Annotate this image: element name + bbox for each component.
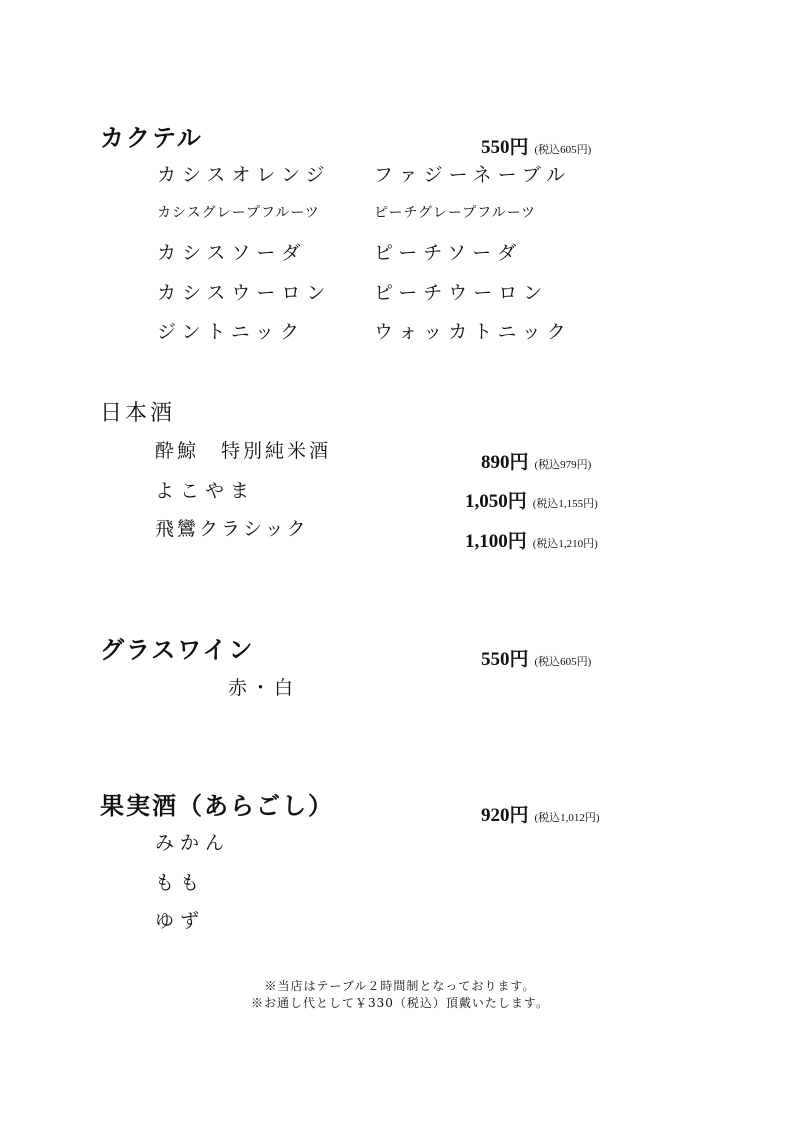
cocktail-item: ピーチウーロン xyxy=(374,282,549,304)
wine-subtitle: 赤・白 xyxy=(228,677,298,699)
fruit-liquor-item: もも xyxy=(155,872,206,894)
sake-heading: 日本酒 xyxy=(100,401,176,426)
fruit-liquor-heading: 果実酒（あらごし） xyxy=(100,791,334,820)
fruit-liquor-price xyxy=(481,800,600,827)
cocktail-item: カシスオレンジ xyxy=(157,164,331,186)
sake-item-price xyxy=(465,486,598,513)
sake-item-name: 飛鸞クラシック xyxy=(155,518,309,540)
cocktail-item: ジントニック xyxy=(157,321,306,343)
wine-price-tax: (税込605円) xyxy=(534,656,592,668)
sake-item-price xyxy=(481,447,591,474)
wine-price xyxy=(481,644,591,671)
sake-price-tax: (税込979円) xyxy=(534,459,592,471)
note-time-limit: ※当店はテーブル２時間制となっております。 xyxy=(264,979,536,993)
sake-item-name: 酔鯨 特別純米酒 xyxy=(155,440,332,462)
cocktail-price-tax: (税込605円) xyxy=(534,144,592,156)
sake-price-value: 1,050円 xyxy=(465,491,527,512)
sake-price-tax: (税込1,155円) xyxy=(532,498,598,510)
footer-notes xyxy=(0,978,800,1012)
fruit-liquor-price-value: 920円 xyxy=(481,805,529,826)
cocktail-heading: カクテル xyxy=(100,123,203,152)
sake-price-value: 1,100円 xyxy=(465,531,527,552)
fruit-liquor-item: ゆず xyxy=(155,910,206,932)
sake-item-name: よこやま xyxy=(155,480,256,502)
fruit-liquor-price-tax: (税込1,012円) xyxy=(534,812,600,824)
cocktail-item: ピーチグレープフルーツ xyxy=(374,205,537,221)
wine-price-value: 550円 xyxy=(481,649,529,670)
sake-item-price xyxy=(465,526,598,553)
cocktail-price-value: 550円 xyxy=(481,137,529,158)
cocktail-item: カシスソーダ xyxy=(157,242,307,264)
wine-heading: グラスワイン xyxy=(100,635,255,664)
cocktail-price xyxy=(481,132,591,159)
sake-price-tax: (税込1,210円) xyxy=(532,538,598,550)
cocktail-item: ピーチソーダ xyxy=(374,242,523,264)
cocktail-item: ファジーネーブル xyxy=(374,164,571,186)
cocktail-item: ウォッカトニック xyxy=(374,321,572,343)
cocktail-item: カシスグレープフルーツ xyxy=(157,205,320,221)
fruit-liquor-item: みかん xyxy=(155,832,231,854)
note-cover-charge: ※お通し代として￥330（税込）頂戴いたします。 xyxy=(251,996,549,1010)
sake-price-value: 890円 xyxy=(481,452,529,473)
cocktail-item: カシスウーロン xyxy=(157,282,332,304)
